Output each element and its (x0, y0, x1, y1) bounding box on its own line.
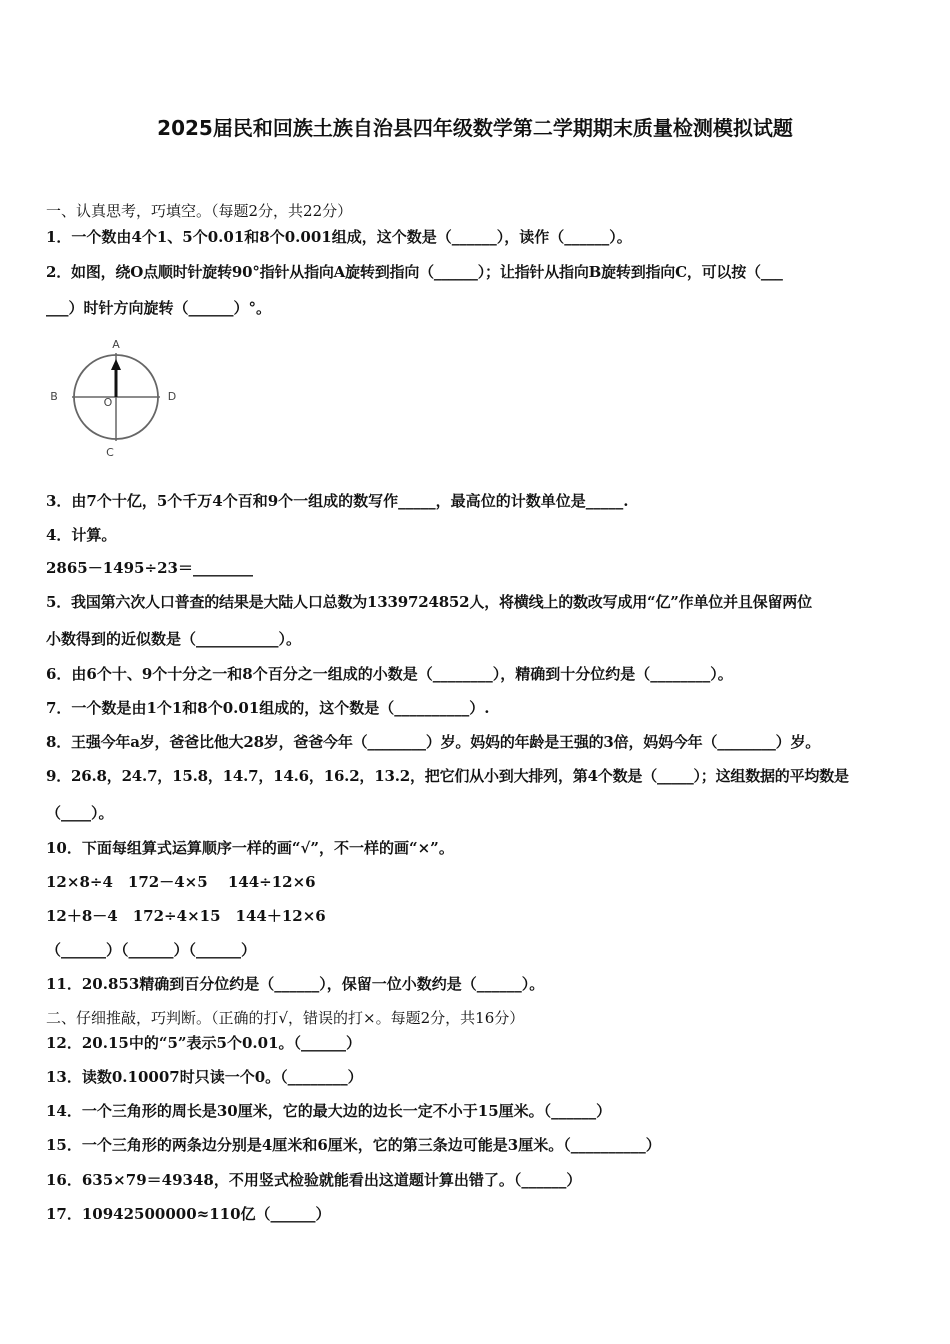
label-o: O (103, 396, 113, 409)
label-b: B (50, 390, 58, 403)
question-2-line-2: ___）时针方向旋转（______）°。 (46, 299, 272, 317)
pointer-arrowhead (111, 359, 121, 370)
question-10-row-2: 12＋8－4 172÷4×15 144＋12×6 (46, 907, 326, 925)
page-title: 2025届民和回族土族自治县四年级数学第二学期期末质量检测模拟试题 (157, 116, 793, 140)
question-17: 17．10942500000≈110亿（______） (46, 1205, 331, 1223)
question-5-line-2: 小数得到的近似数是（___________）。 (46, 630, 302, 648)
question-9-line-2: （____）。 (46, 804, 114, 822)
question-4: 4．计算。 (46, 526, 117, 544)
question-14: 14．一个三角形的周长是30厘米，它的最大边的边长一定不小于15厘米。（______） (46, 1102, 612, 1120)
question-16: 16．635×79＝49348，不用竖式检验就能看出这道题计算出错了。（______） (46, 1171, 582, 1189)
question-5-line-1: 5．我国第六次人口普查的结果是大陆人口总数为1339724852人，将横线上的数改写成用“亿”作单位并且保留两位 (46, 593, 812, 611)
question-11: 11．20.853精确到百分位约是（______），保留一位小数约是（______）。 (46, 975, 545, 993)
label-c: C (106, 446, 114, 459)
section-1-heading: 一、认真思考，巧填空。（每题2分，共22分） (46, 202, 353, 220)
clock-pointer-figure (44, 334, 194, 464)
label-d: D (167, 390, 177, 403)
question-10-row-1: 12×8÷4 172－4×5 144÷12×6 (46, 873, 316, 891)
question-2-line-1: 2．如图，绕O点顺时针旋转90°指针从指向A旋转到指向（______）；让指针从指向B旋转到指向C，可以按（___ (46, 263, 783, 281)
question-13: 13．读数0.10007时只读一个0。（________） (46, 1068, 363, 1086)
question-15: 15．一个三角形的两条边分别是4厘米和6厘米，它的第三条边可能是3厘米。（__________） (46, 1136, 661, 1154)
label-a: A (112, 338, 120, 351)
question-7: 7．一个数是由1个1和8个0.01组成的，这个数是（__________）. (46, 699, 490, 717)
question-10-answer-row: （______）（______）（______） (46, 941, 257, 959)
question-1: 1．一个数由4个1、5个0.01和8个0.001组成，这个数是（______），读作（______）。 (46, 228, 632, 246)
question-3: 3．由7个十亿，5个千万4个百和9个一组成的数写作_____，最高位的计数单位是_____. (46, 492, 629, 510)
question-12: 12．20.15中的“5”表示5个0.01。（______） (46, 1034, 362, 1052)
question-8: 8．王强今年a岁，爸爸比他大28岁，爸爸今年（________）岁。妈妈的年龄是王强的3倍，妈妈今年（________）岁。 (46, 733, 821, 751)
question-9-line-1: 9．26.8，24.7，15.8，14.7，14.6，16.2，13.2，把它们从小到大排列，第4个数是（_____）；这组数据的平均数是 (46, 767, 849, 785)
question-10: 10．下面每组算式运算顺序一样的画“√”，不一样的画“×”。 (46, 839, 454, 857)
question-4-expression: 2865－1495÷23＝________ (46, 559, 253, 577)
section-2-heading: 二、仔细推敲，巧判断。（正确的打√，错误的打×。每题2分，共16分） (46, 1009, 525, 1027)
question-6: 6．由6个十、9个十分之一和8个百分之一组成的小数是（________），精确到十分位约是（________）。 (46, 665, 733, 683)
